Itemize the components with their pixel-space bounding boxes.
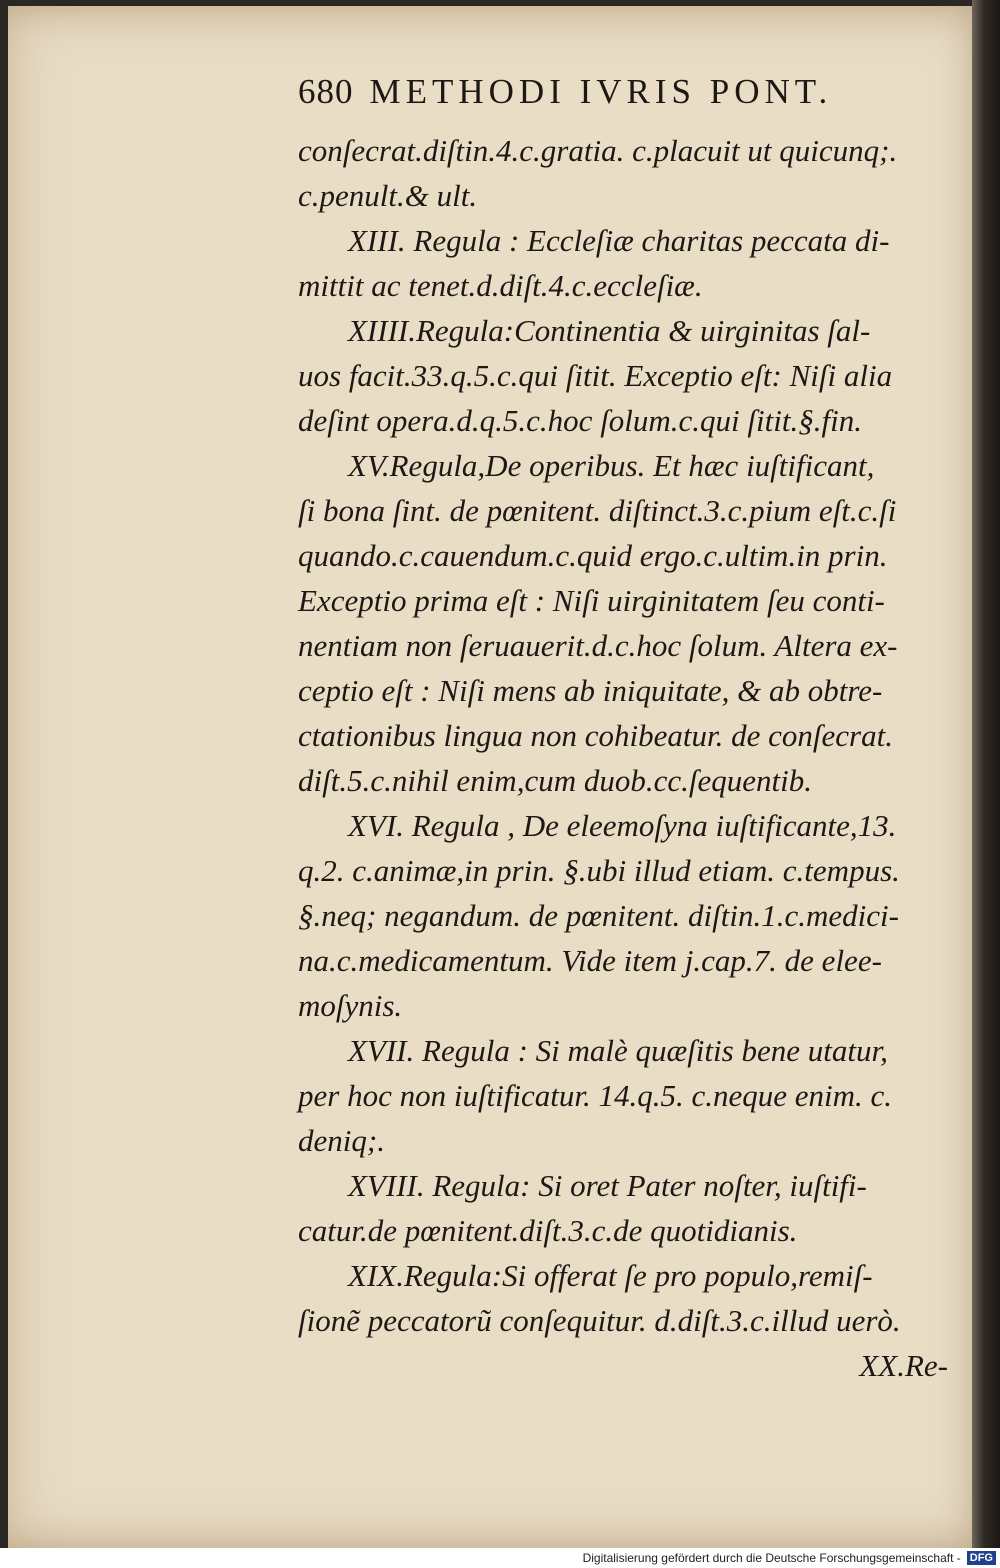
text-line: XIIII.Regula:Continentia & uirginitas ſal- [348,313,871,348]
running-head: METHODI IVRIS PONT. [369,72,833,111]
dfg-logo: DFG [967,1551,996,1565]
text-line: XVII. Regula : Si malè quæſitis bene utatur, [348,1033,888,1068]
funding-credit: Digitalisierung gefördert durch die Deutsche Forschungsgemeinschaft - [582,1551,961,1565]
text-line: catur.de pœnitent.diſt.3.c.de quotidianis. [298,1213,798,1248]
text-line: XVI. Regula , De eleemoſyna iuſtificante,13. [348,808,897,843]
text-line: uos facit.33.q.5.c.qui ſitit. Exceptio eſt: Niſi alia [298,358,893,393]
text-line: XIII. Regula : Eccleſiæ charitas peccata di- [348,223,890,258]
text-lines [298,128,948,1343]
page-text-block [298,72,948,1388]
text-line: XIX.Regula:Si offerat ſe pro populo,remiſ- [348,1258,873,1293]
text-line: XVIII. Regula: Si oret Pater noſter, iuſtifi- [348,1168,867,1203]
text-line: nentiam non ſeruauerit.d.c.hoc ſolum. Altera ex- [298,628,898,663]
text-line: conſecrat.diſtin.4.c.gratia. c.placuit ut quicunq;. [298,133,898,168]
text-line: diſt.5.c.nihil enim,cum duob.cc.ſequentib. [298,763,812,798]
text-line: ctationibus lingua non cohibeatur. de conſecrat. [298,718,893,753]
text-line: ſi bona ſint. de pœnitent. diſtinct.3.c.pium eſt.c.ſi [298,493,897,528]
text-line: deniq;. [298,1123,385,1158]
text-line: na.c.medicamentum. Vide item j.cap.7. de elee- [298,943,882,978]
book-spine [972,0,1000,1548]
text-line: deſint opera.d.q.5.c.hoc ſolum.c.qui ſitit.§.fin. [298,403,862,438]
text-line: quando.c.cauendum.c.quid ergo.c.ultim.in prin. [298,538,888,573]
page-header [298,72,948,128]
text-line: q.2. c.animæ,in prin. §.ubi illud etiam. c.tempus. [298,853,900,888]
text-line: per hoc non iuſtificatur. 14.q.5. c.neque enim. c. [298,1078,893,1113]
text-line: §.neq; negandum. de pœnitent. diſtin.1.c.medici- [298,898,899,933]
text-line: ceptio eſt : Niſi mens ab iniquitate, & ab obtre- [298,673,883,708]
page-number: 680 [298,72,354,111]
digitization-footer [0,1548,1000,1568]
text-line: Exceptio prima eſt : Niſi uirginitatem ſeu conti- [298,583,885,618]
text-line: c.penult.& ult. [298,178,478,213]
catchword: XX.Re- [859,1348,948,1383]
text-line: XV.Regula,De operibus. Et hæc iuſtificant, [348,448,875,483]
text-line: mittit ac tenet.d.diſt.4.c.eccleſiæ. [298,268,703,303]
text-line: ſionẽ peccatorũ conſequitur. d.diſt.3.c.illud uerò. [298,1303,901,1338]
text-line: moſynis. [298,988,403,1023]
